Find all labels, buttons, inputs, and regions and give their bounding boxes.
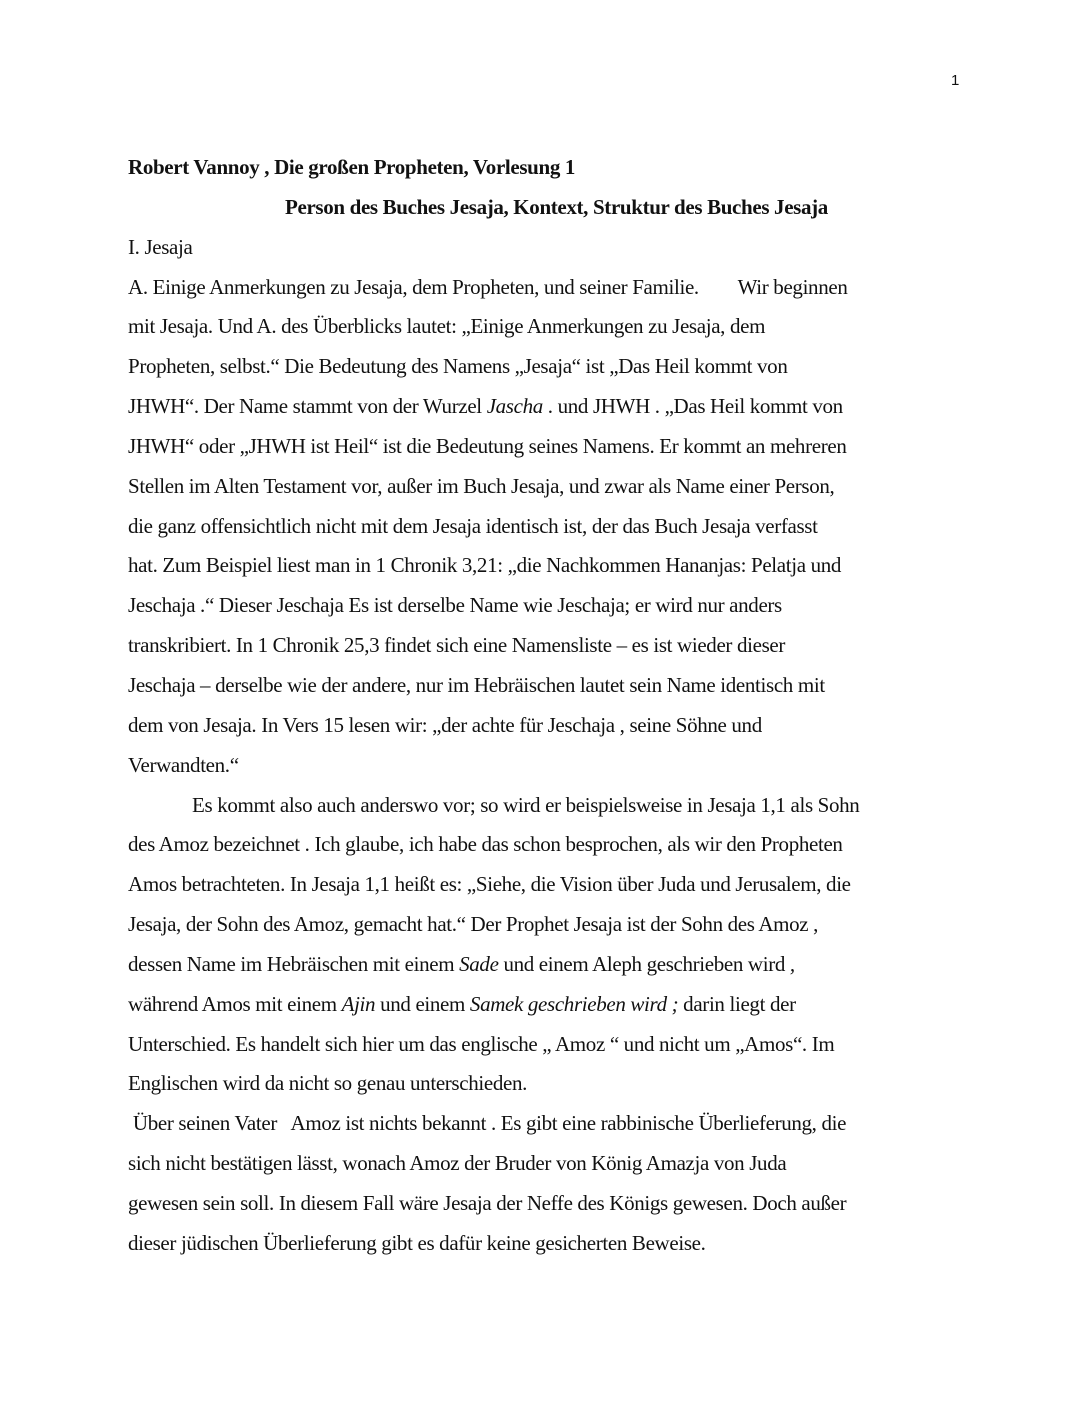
text-line xyxy=(128,985,968,1025)
text-segment: Jeschaja – derselbe wie der andere, nur im Hebräischen lautet sein Name identisch mit xyxy=(128,672,825,697)
text-segment: JHWH“. Der Name stammt von der Wurzel xyxy=(128,394,487,419)
text-segment: Propheten, selbst.“ Die Bedeutung des Namens „Jesaja“ ist „Das Heil kommt von xyxy=(128,354,788,379)
text-line xyxy=(128,586,968,626)
text-segment: und einem Aleph geschrieben wird xyxy=(498,951,790,976)
text-line xyxy=(128,1144,968,1184)
text-segment: Über seinen Vater Amoz ist nichts bekannt . Es gibt eine rabbinische Überlieferung, die xyxy=(128,1111,847,1136)
text-line xyxy=(128,666,968,706)
text-line xyxy=(128,387,968,427)
text-line xyxy=(128,228,968,268)
italic-text: Ajin xyxy=(341,991,376,1016)
text-line xyxy=(128,1104,968,1144)
document-title-line xyxy=(128,188,968,228)
text-segment: Englischen wird da nicht so genau unterschieden. xyxy=(128,1071,527,1096)
page-number: 1 xyxy=(951,72,960,89)
text-line xyxy=(128,706,968,746)
text-segment: gewesen sein soll. In diesem Fall wäre Jesaja der Neffe des Königs gewesen. Doch außer xyxy=(128,1190,847,1215)
text-line xyxy=(128,626,968,666)
text-segment: dem von Jesaja. In Vers 15 lesen wir: „der achte für Jeschaja , seine Söhne und xyxy=(128,712,762,737)
text-line xyxy=(128,825,968,865)
text-segment: Jesaja, der Sohn des Amoz, gemacht hat.“ Der Prophet Jesaja ist der Sohn des Amoz , xyxy=(128,912,819,937)
text-segment: und einem xyxy=(375,991,470,1016)
text-segment: dieser jüdischen Überlieferung gibt es dafür keine gesicherten Beweise. xyxy=(128,1230,706,1255)
text-line xyxy=(128,905,968,945)
text-line xyxy=(128,865,968,905)
text-line xyxy=(128,1064,968,1104)
text-segment: mit Jesaja. Und A. des Überblicks lautet: „Einige Anmerkungen zu Jesaja, dem xyxy=(128,314,766,339)
italic-text: , xyxy=(789,951,795,976)
text-line xyxy=(128,1184,968,1224)
text-line xyxy=(128,427,968,467)
text-line xyxy=(128,268,968,308)
text-line xyxy=(128,945,968,985)
document-body xyxy=(128,148,968,1264)
text-segment: darin liegt der xyxy=(678,991,796,1016)
text-segment: Stellen im Alten Testament vor, außer im Buch Jesaja, und zwar als Name einer Person, xyxy=(128,473,835,498)
text-line xyxy=(128,746,968,786)
document-title-line xyxy=(128,148,968,188)
text-segment: hat. Zum Beispiel liest man in 1 Chronik 3,21: „die Nachkommen Hananjas: Pelatja und xyxy=(128,553,842,578)
text-segment: I. Jesaja xyxy=(128,234,193,259)
italic-text: Jascha xyxy=(486,394,543,419)
text-segment: JHWH“ oder „JHWH ist Heil“ ist die Bedeutung seines Namens. Er kommt an mehreren xyxy=(128,433,847,458)
text-line xyxy=(128,307,968,347)
text-segment: A. Einige Anmerkungen zu Jesaja, dem Propheten, und seiner Familie. Wir beginnen xyxy=(128,274,848,299)
text-segment: dessen Name im Hebräischen mit einem xyxy=(128,951,460,976)
text-segment: Unterschied. Es handelt sich hier um das englische „ Amoz “ und nicht um „Amos“. Im xyxy=(128,1031,835,1056)
text-segment: Jeschaja .“ Dieser Jeschaja Es ist derselbe Name wie Jeschaja; er wird nur anders xyxy=(128,593,782,618)
text-line xyxy=(128,347,968,387)
text-line xyxy=(128,507,968,547)
text-segment: die ganz offensichtlich nicht mit dem Jesaja identisch ist, der das Buch Jesaja verfasst xyxy=(128,513,818,538)
text-line xyxy=(128,1224,968,1264)
text-segment: Robert Vannoy , Die großen Propheten, Vorlesung 1 xyxy=(128,155,576,179)
text-line xyxy=(128,786,968,826)
text-segment: Amos betrachteten. In Jesaja 1,1 heißt es: „Siehe, die Vision über Juda und Jerusalem, die xyxy=(128,872,851,897)
text-segment: . und JHWH . „Das Heil kommt von xyxy=(542,394,843,419)
italic-text: Samek geschrieben wird ; xyxy=(469,991,679,1016)
text-line xyxy=(128,467,968,507)
text-line xyxy=(128,1025,968,1065)
text-segment: während Amos mit einem xyxy=(128,991,342,1016)
italic-text: Sade xyxy=(459,951,499,976)
text-segment: Verwandten.“ xyxy=(128,752,239,777)
text-segment: Person des Buches Jesaja, Kontext, Struktur des Buches Jesaja xyxy=(285,194,828,219)
text-segment: des Amoz bezeichnet . Ich glaube, ich habe das schon besprochen, als wir den Propheten xyxy=(128,832,843,857)
text-segment: sich nicht bestätigen lässt, wonach Amoz der Bruder von König Amazja von Juda xyxy=(128,1151,787,1176)
text-segment: Es kommt also auch anderswo vor; so wird er beispielsweise in Jesaja 1,1 als Sohn xyxy=(192,792,860,817)
text-segment: transkribiert. In 1 Chronik 25,3 findet sich eine Namensliste – es ist wieder dieser xyxy=(128,633,786,658)
text-line xyxy=(128,546,968,586)
